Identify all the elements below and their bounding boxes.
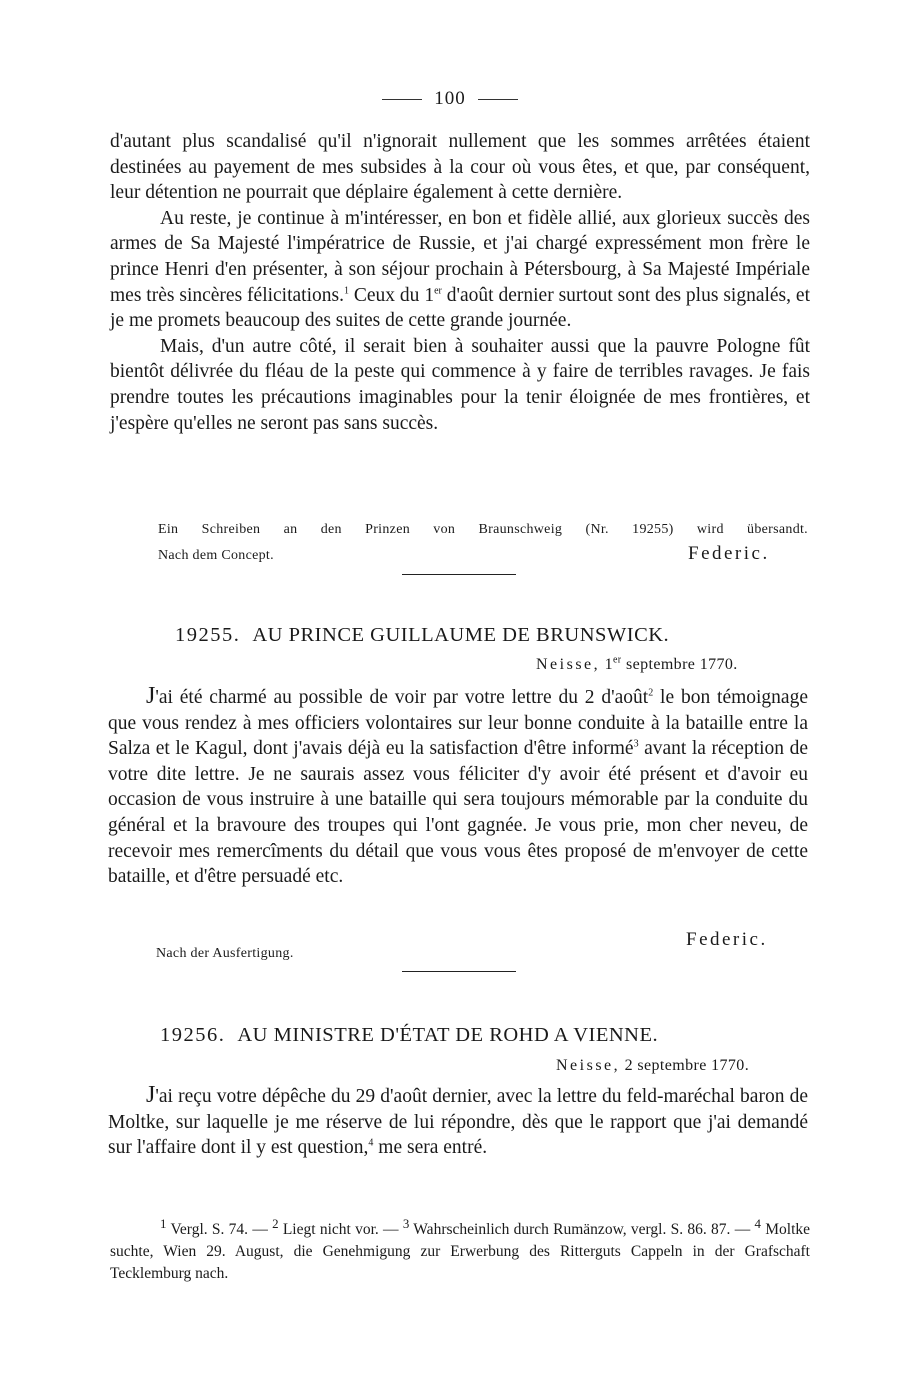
text-run: d'août dernier surtout sont des plus signalés, et je me promets beaucoup des suites de cette grande journée.: [110, 284, 810, 332]
letter-heading: [175, 624, 669, 647]
footnote-run: Vergl. S. 74. —: [166, 1221, 273, 1239]
footnote-mark: 1: [160, 1216, 167, 1231]
text-run: me sera entré.: [373, 1137, 488, 1159]
paragraph: [108, 1083, 808, 1161]
signature: Federic.: [688, 543, 770, 564]
paragraph: d'autant plus scandalisé qu'il n'ignorait nullement que les sommes arrêtées étaient destinées au payement de mes subsides à la cour où vous êtes, et que, par conséquent, leur détention ne pourrait que déplaire également à cette dernière.: [110, 131, 810, 204]
text-run: le bon témoignage que vous rendez à mes officiers volontaires sur leur bonne conduite à la bataille entre la Salza et le Kagul, dont j'avais déjà eu la satisfaction d'être informé: [108, 687, 808, 760]
letter-recipient: AU MINISTRE D'ÉTAT DE ROHD A VIENNE.: [237, 1024, 659, 1046]
dateline-place: Neisse,: [536, 656, 601, 673]
letter-recipient: AU PRINCE GUILLAUME DE BRUNSWICK.: [252, 624, 670, 646]
superscript: er: [434, 285, 442, 297]
paragraph: [108, 684, 808, 890]
footnote-run: Moltke suchte, Wien 29. August, die Genehmigung zur Erwerbung des Ritterguts Cappeln in der Grafschaft Tecklemburg nach.: [110, 1221, 811, 1283]
dateline-place: Neisse,: [556, 1057, 621, 1074]
section-divider: [402, 971, 516, 972]
source-note: Nach der Ausfertigung.: [156, 946, 294, 961]
page-number-dash-right: [478, 99, 518, 100]
dateline-date: septembre 1770.: [625, 656, 738, 673]
letter-number: 19256.: [160, 1024, 226, 1046]
dateline: [556, 1057, 749, 1075]
enclosure-note: Ein Schreiben an den Prinzen von Braunschweig (Nr. 19255) wird übersandt.: [158, 522, 808, 537]
continuation-text: [110, 129, 810, 436]
letter-body: [108, 684, 808, 890]
letter-body: [108, 1083, 808, 1161]
footnote-run: Liegt nicht vor. —: [278, 1221, 403, 1239]
dateline-day: 1: [604, 656, 613, 673]
paragraph: Mais, d'un autre côté, il serait bien à souhaiter aussi que la pauvre Pologne fût bientôt délivrée du fléau de la peste qui commence à y faire de terribles ravages. Je fais prendre toutes les précautions imaginables pour la tenir éloignée de mes frontières, et j'espère qu'elles ne seront pas sans succès.: [110, 335, 810, 434]
footnote-mark: 4: [754, 1216, 761, 1231]
dateline-date: 2 septembre 1770.: [624, 1057, 750, 1074]
superscript: er: [612, 654, 622, 666]
footnote-ref: 4: [368, 1137, 374, 1149]
initial-letter: J: [146, 1082, 156, 1108]
initial-letter: J: [146, 683, 156, 709]
footnote-mark: 2: [272, 1216, 279, 1231]
page-number-text: 100: [434, 88, 466, 109]
dateline: [536, 656, 738, 674]
footnote-run: Wahrscheinlich durch Rumänzow, vergl. S. 86. 87. —: [409, 1221, 755, 1239]
paragraph: [110, 206, 810, 334]
footnote-mark: 3: [402, 1216, 410, 1231]
source-note: Nach dem Concept.: [158, 548, 274, 563]
footnote-ref: 1: [343, 285, 349, 297]
text-run: Au reste, je continue à m'intéresser, en bon et fidèle allié, aux glorieux succès des armes de Sa Majesté l'impératrice de Russie, et j'ai chargé expressément mon frère le prince Henri d'en présenter, à son séjour prochain à Pétersbourg, à Sa Majesté Impériale mes très sincères félicitations.: [110, 207, 810, 306]
text-run: 'ai reçu votre dépêche du 29 d'août dernier, avec la lettre du feld-maréchal baron de Moltke, sur laquelle je me réserve de lui répondre, dès que le rapport que j'ai demandé sur l'affaire dont il y est question,: [108, 1086, 808, 1159]
footnote-text: [110, 1213, 810, 1285]
footnotes: [110, 1213, 810, 1285]
signature: Federic.: [686, 929, 768, 950]
page-number-dash-left: [382, 99, 422, 100]
footnote-ref: 3: [633, 738, 639, 750]
letter-heading: [160, 1024, 658, 1047]
footnote-ref: 2: [648, 687, 654, 699]
text-run: Ceux du 1: [348, 284, 435, 306]
text-run: avant la réception de votre dite lettre. Je ne saurais assez vous féliciter d'y avoir été présent et d'avoir eu occasion de vous instruire à une bataille qui sera toujours mémorable par la conduite du général et la bravoure des troupes qui l'ont gagnée. Je vous prie, mon cher neveu, de recevoir mes remercîments du détail que vous vous êtes proposé de m'envoyer de cette bataille, et d'être persuadé etc.: [108, 738, 808, 888]
text-run: 'ai été charmé au possible de voir par votre lettre du 2 d'août: [155, 687, 649, 708]
page-number: [0, 88, 900, 110]
letter-number: 19255.: [175, 624, 241, 646]
section-divider: [402, 574, 516, 575]
